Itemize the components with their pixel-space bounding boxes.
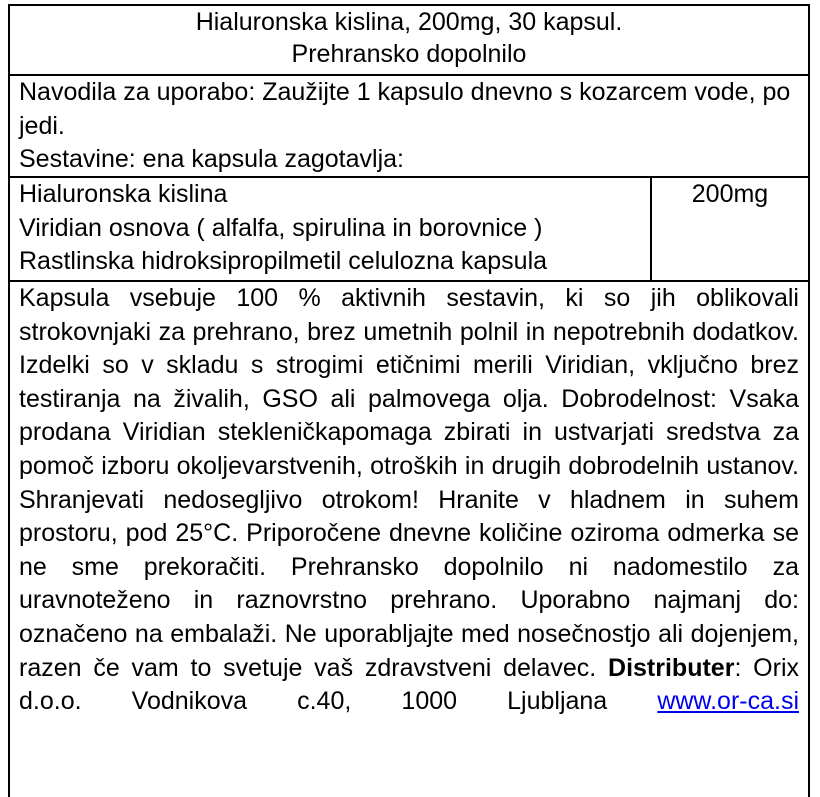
ingredients-table bbox=[10, 178, 808, 282]
ingredients-heading: Sestavine: ena kapsula zagotavlja: bbox=[19, 145, 404, 174]
product-label bbox=[8, 4, 810, 797]
ingredient-item: Hialuronska kislina bbox=[19, 180, 228, 208]
description-text bbox=[19, 282, 799, 719]
description-block bbox=[10, 282, 808, 719]
title-block bbox=[10, 6, 808, 76]
website-link[interactable]: www.or-ca.si bbox=[657, 687, 799, 716]
distributor-text: : Orix d.o.o. Vodnikova c.40, 1000 Ljubljana bbox=[19, 653, 799, 716]
ingredient-item: Viridian osnova ( alfalfa, spirulina in borovnice ) bbox=[19, 213, 543, 242]
product-title: Hialuronska kislina, 200mg, 30 kapsul. bbox=[195, 8, 623, 36]
usage-block bbox=[10, 76, 808, 178]
distributor-label: Distributer bbox=[608, 653, 735, 682]
description-body: Kapsula vsebuje 100 % aktivnih sestavin, ki so jih oblikovali strokovnjaki za prehrano, brez umetnih polnil in nepotrebnih dodatkov. Izdelki so v skladu s strogimi etičnimi merili Viridian, vključno brez testiranja na živalih, GSO ali palmovega olja. Dobrodelnost: Vsaka prodana Viridian stekleničkapomaga zbirati in ustvarjati sredstva za pomoč izboru okoljevarstvenih, otroških in drugih dobrodelnih ustanov. Shranjevati nedosegljivo otrokom! Hranite v hladnem in suhem prostoru, pod 25°C. Priporočene dnevne količine oziroma odmerka se ne sme prekoračiti. Prehransko dopolnilo ni nadomestilo za uravnoteženo in raznovrstno prehrano. Uporabno najmanj do: označeno na embalaži. Ne uporabljajte med nosečnostjo ali dojenjem, razen če vam to svetuje vaš zdravstveni delavec. bbox=[19, 284, 799, 682]
ingredient-item: Rastlinska hidroksipropilmetil celulozna kapsula bbox=[19, 247, 548, 276]
usage-instructions: Navodila za uporabo: Zaužijte 1 kapsulo dnevno s kozarcem vode, po jedi. bbox=[19, 78, 791, 140]
ingredients-list bbox=[10, 178, 652, 280]
product-subtitle: Prehransko dopolnilo bbox=[291, 40, 527, 68]
ingredient-amount: 200mg bbox=[691, 180, 769, 208]
